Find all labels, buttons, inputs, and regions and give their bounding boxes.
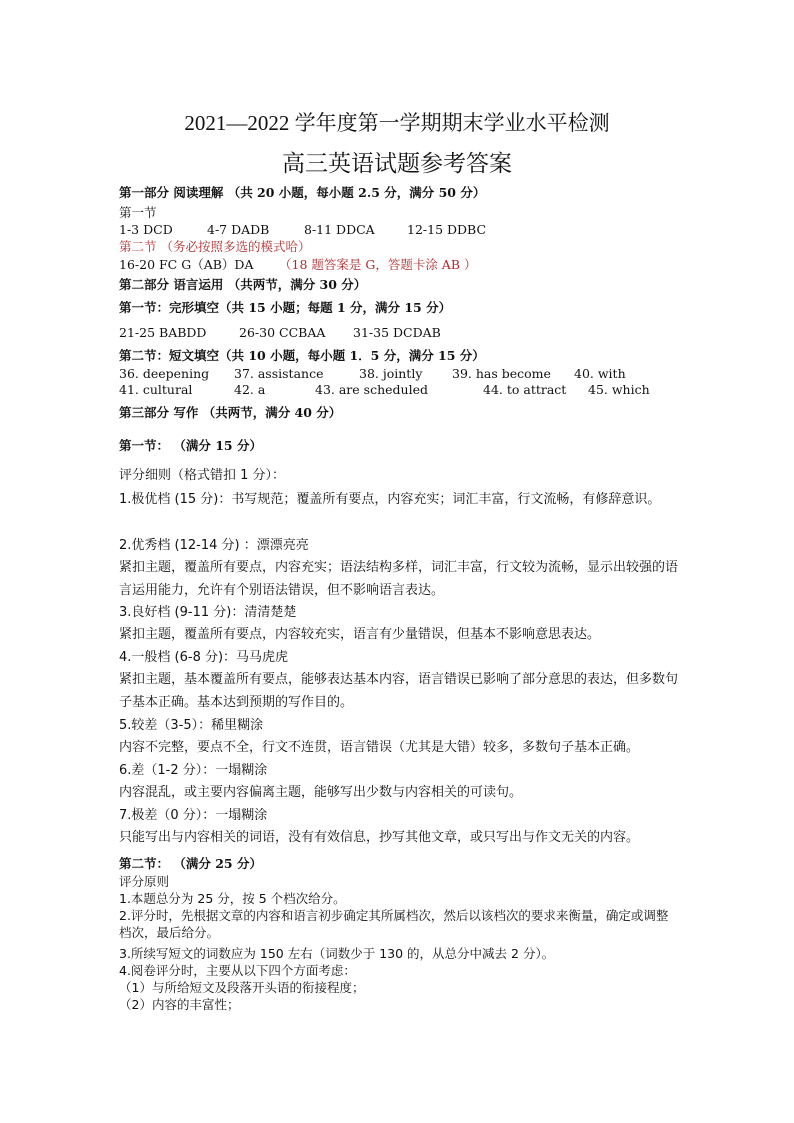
part1-heading: 第一部分 阅读理解 （共 20 小题，每小题 2.5 分，满分 50 分） [119, 185, 486, 200]
rubric-level-4-desc: 紧扣主题，基本覆盖所有要点，能够表达基本内容，语言错误已影响了部分意思的表达，但多数句子基本正确。基本达到预期的写作目的。 [119, 672, 679, 710]
principle-item: 4.阅卷评分时，主要从以下四个方面考虑： [119, 963, 356, 978]
principle-item: 3.所续写短文的词数应为 150 左右（词数少于 130 的，从总分中减去 2 分）。 [119, 946, 555, 961]
part3-heading: 第三部分 写作 （共两节，满分 40 分） [119, 405, 342, 420]
answer-group: 4-7 DADB [207, 222, 270, 237]
part2-section1-heading: 第一节：完形填空（共 15 小题；每题 1 分，满分 15 分） [119, 300, 452, 315]
fill-row-2 [119, 382, 679, 398]
rubric-level-6-desc: 内容混乱，或主要内容偏离主题，能够写出少数与内容相关的可读句。 [119, 785, 523, 800]
principle-item: 1.本题总分为 25 分，按 5 个档次给分。 [119, 891, 346, 906]
fill-answer: 43. are scheduled [315, 382, 428, 397]
principle-item: （2）内容的丰富性； [119, 997, 240, 1012]
part1-answers-row [119, 222, 679, 238]
rubric-level-7-desc: 只能写出与内容相关的词语，没有有效信息，抄写其他文章，或只写出与作文无关的内容。 [119, 830, 640, 845]
fill-answer: 42. a [234, 382, 266, 397]
fill-answer: 44. to attract [483, 382, 567, 397]
fill-answer: 39. has become [452, 366, 551, 381]
principle-item: （1）与所给短文及段落开头语的衔接程度； [119, 980, 365, 995]
cloze-group: 21-25 BABDD [119, 325, 207, 340]
rubric-intro: 评分细则（格式错扣 1 分）： [119, 468, 286, 483]
section2-answer: 16-20 FC G（AB）DA [119, 257, 254, 272]
cloze-group: 26-30 CCBAA [239, 325, 326, 340]
rubric-level-2-title: 2.优秀档 (12-14 分) ：漂漂亮亮 [119, 538, 309, 553]
answer-group: 8-11 DDCA [304, 222, 375, 237]
part1-section2-label: 第二节 （务必按照多选的模式哈） [119, 239, 311, 254]
part3-section2-heading: 第二节： （满分 25 分） [119, 856, 262, 871]
rubric-level-2-desc: 紧扣主题，覆盖所有要点，内容充实；语法结构多样，词汇丰富，行文较为流畅，显示出较强的语言运用能力，允许有个别语法错误，但不影响语言表达。 [119, 560, 679, 598]
part2-section2-heading: 第二节：短文填空（共 10 小题，每小题 1．5 分，满分 15 分） [119, 348, 485, 363]
rubric-level-5-title: 5.较差（3-5）：稀里糊涂 [119, 718, 264, 733]
principles-label: 评分原则 [119, 874, 170, 889]
answer-group: 1-3 DCD [119, 222, 173, 237]
answer-group: 12-15 DDBC [407, 222, 487, 237]
page-subtitle: 高三英语试题参考答案 [282, 151, 512, 176]
cloze-answers-row [119, 325, 679, 341]
rubric-level-3-desc: 紧扣主题，覆盖所有要点，内容较充实，语言有少量错误，但基本不影响意思表达。 [119, 627, 601, 642]
fill-answer: 37. assistance [234, 366, 324, 381]
page-title: 2021—2022 学年度第一学期期末学业水平检测 [184, 111, 610, 135]
fill-answer: 38. jointly [359, 366, 423, 381]
part1-section1-label: 第一节 [119, 205, 157, 220]
fill-answer: 40. with [574, 366, 626, 381]
cloze-group: 31-35 DCDAB [353, 325, 441, 340]
rubric-level-1: 1.极优档 (15 分)：书写规范；覆盖所有要点，内容充实；词汇丰富，行文流畅，有修辞意识。 [119, 492, 661, 507]
rubric-level-7-title: 7.极差（0 分）：一塌糊涂 [119, 808, 268, 823]
part1-section2-row [119, 257, 679, 273]
section2-note: （18 题答案是 G，答题卡涂 AB ） [279, 257, 477, 272]
fill-answer: 45. which [588, 382, 650, 397]
part3-section1-heading: 第一节： （满分 15 分） [119, 438, 262, 453]
rubric-level-3-title: 3.良好档 (9-11 分)：清清楚楚 [119, 605, 297, 620]
rubric-level-6-title: 6.差（1-2 分）：一塌糊涂 [119, 763, 268, 778]
fill-answer: 36. deepening [119, 366, 210, 381]
rubric-level-4-title: 4.一般档 (6-8 分)：马马虎虎 [119, 650, 289, 665]
principle-item: 2.评分时，先根据文章的内容和语言初步确定其所属档次，然后以该档次的要求来衡量，确定或调整档次，最后给分。 [119, 908, 669, 940]
fill-row-1 [119, 366, 679, 382]
fill-answer: 41. cultural [119, 382, 193, 397]
part2-heading: 第二部分 语言运用 （共两节，满分 30 分） [119, 277, 367, 292]
rubric-level-5-desc: 内容不完整，要点不全，行文不连贯，语言错误（尤其是大错）较多，多数句子基本正确。 [119, 740, 640, 755]
